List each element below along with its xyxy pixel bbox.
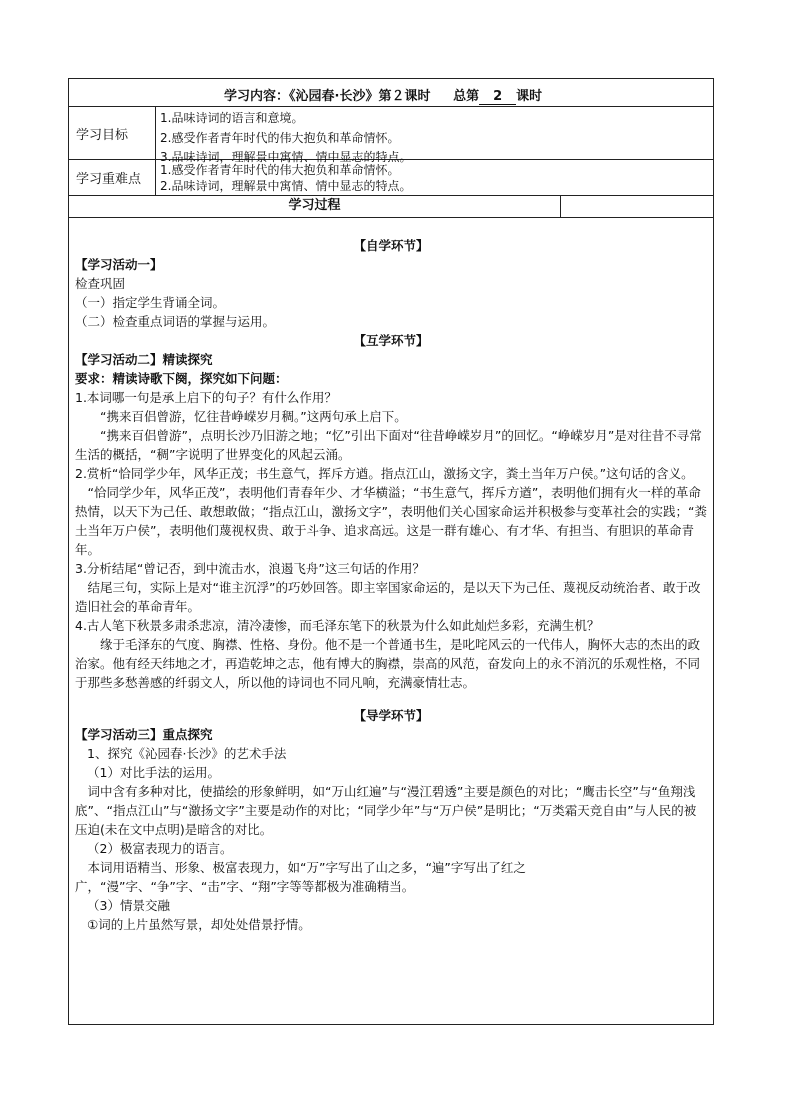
guided-item-1: 1、探究《沁园春·长沙》的艺术手法 [87, 746, 287, 761]
process-row [69, 196, 713, 218]
sub-heading-scene-emotion: （3）情景交融 [87, 898, 170, 913]
answer-1-text: “携来百侣曾游”，点明长沙乃旧游之地；“忆”引出下面对“往昔峥嵘岁月”的回忆。“峥嵘岁月”是对往昔不寻常生活的概括，“稠”字说明了世界变化的风起云涌。 [75, 428, 702, 462]
title-row [69, 79, 713, 107]
answer-4-text: 缘于毛泽东的气度、胸襟、性格、身份。他不是一个普通书生，是叱咤风云的一代伟人，胸怀大志的杰出的政治家。他有经天纬地之才，再造乾坤之志，他有博大的胸襟，崇高的风范，奋发向上的永不消沉的乐观性格，不同于那些多愁善感的纤弱文人，所以他的诗词也不同凡响，充满豪情壮志。 [75, 637, 701, 690]
answer-3-text: 结尾三句，实际上是对“谁主沉浮”的巧妙回答。即主宰国家命运的，是以天下为己任、蔑视反动统治者、敢于改造旧社会的革命青年。 [75, 580, 701, 614]
activity-two-heading: 【学习活动二】精读探究 [75, 352, 213, 367]
total-prefix: 总第 [453, 89, 480, 104]
answer-1-quote: “携来百侣曾游，忆往昔峥嵘岁月稠。”这两句承上启下。 [100, 409, 407, 424]
lesson-content-title: 学习内容：《沁园春·长沙》第２课时 [224, 89, 431, 104]
scene-emotion-text: ①词的上片虽然写景，却处处借景抒情。 [87, 917, 311, 932]
contrast-text: 词中含有多种对比，使描绘的形象鲜明，如“万山红遍”与“漫江碧透”主要是颜色的对比；“鹰击长空”与“鱼翔浅底”、“指点江山”与“激扬文字”主要是动作的对比；“同学少年”与“万户侯”是明比；“万类霜天竞自由”与人民的被压迫(未在文中点明)是暗含的对比。 [75, 784, 697, 837]
mutual-study-section-heading: 【互学环节】 [353, 333, 429, 348]
total-lesson-number: 2 [479, 89, 516, 105]
self-study-line: 检查巩固 [75, 276, 126, 291]
guided-study-section-heading: 【导学环节】 [353, 708, 429, 723]
answer-2-text: “恰同学少年，风华正茂”，表明他们青春年少、才华横溢；“书生意气，挥斥方遒”，表明他们拥有火一样的革命热情，以天下为己任、敢想敢做；“指点江山，激扬文字”，表明他们关心国家命运并积极参与变革社会的实践；“粪土当年万户侯”，表明他们蔑视权贵、敢于斗争、追求高远。这是一群有雄心、有才华、有担当、有胆识的革命青年。 [75, 485, 707, 557]
lesson-plan-table [68, 78, 714, 1025]
lesson-title [224, 85, 542, 105]
key-points-row [69, 160, 713, 196]
key-points-label: 学习重难点 [69, 160, 156, 195]
goals-label: 学习目标 [69, 107, 156, 159]
key-point-item: 1.感受作者青年时代的伟大抱负和革命情怀。 [160, 163, 400, 177]
key-point-item: 2.品味诗词，理解景中寓情、情中显志的特点。 [160, 179, 412, 193]
self-study-line: （一）指定学生背诵全词。 [75, 295, 226, 310]
self-study-line: （二）检查重点词语的掌握与运用。 [75, 314, 276, 329]
key-points-content [156, 160, 713, 195]
activity-three-heading: 【学习活动三】重点探究 [75, 727, 213, 742]
goal-item: 3.品味诗词，理解景中寓情、情中显志的特点。 [160, 150, 412, 164]
goals-content [156, 107, 713, 164]
question-1: 1.本词哪一句是承上启下的句子？有什么作用？ [75, 390, 337, 405]
question-4: 4.古人笔下秋景多肃杀悲凉，清冷凄惨，而毛泽东笔下的秋景为什么如此灿烂多彩，充满生机？ [75, 618, 600, 633]
self-study-section-heading: 【自学环节】 [353, 238, 429, 253]
total-suffix: 课时 [516, 89, 543, 104]
question-2: 2.赏析“恰同学少年，风华正茂；书生意气，挥斥方遒。指点江山，激扬文字，粪土当年万户侯。”这句话的含义。 [75, 466, 694, 481]
question-3: 3.分析结尾“曾记否，到中流击水，浪遏飞舟”这三句话的作用？ [75, 561, 425, 576]
goals-row [69, 107, 713, 164]
goal-item: 2.感受作者青年时代的伟大抱负和革命情怀。 [160, 130, 400, 145]
goal-item: 1.品味诗词的语言和意境。 [160, 111, 304, 125]
sub-heading-contrast: （1）对比手法的运用。 [87, 765, 220, 780]
sub-heading-language: （2）极富表现力的语言。 [87, 841, 233, 856]
process-label: 学习过程 [69, 196, 561, 217]
requirement-text: 要求：精读诗歌下阕，探究如下问题： [75, 371, 288, 386]
process-body [69, 218, 713, 934]
activity-one-heading: 【学习活动一】 [75, 257, 163, 272]
language-text: 本词用语精当、形象、极富表现力，如“万”字写出了山之多，“遍”字写出了红之广，“漫”字、“争”字、“击”字、“翔”字等等都极为准确精当。 [75, 860, 526, 894]
